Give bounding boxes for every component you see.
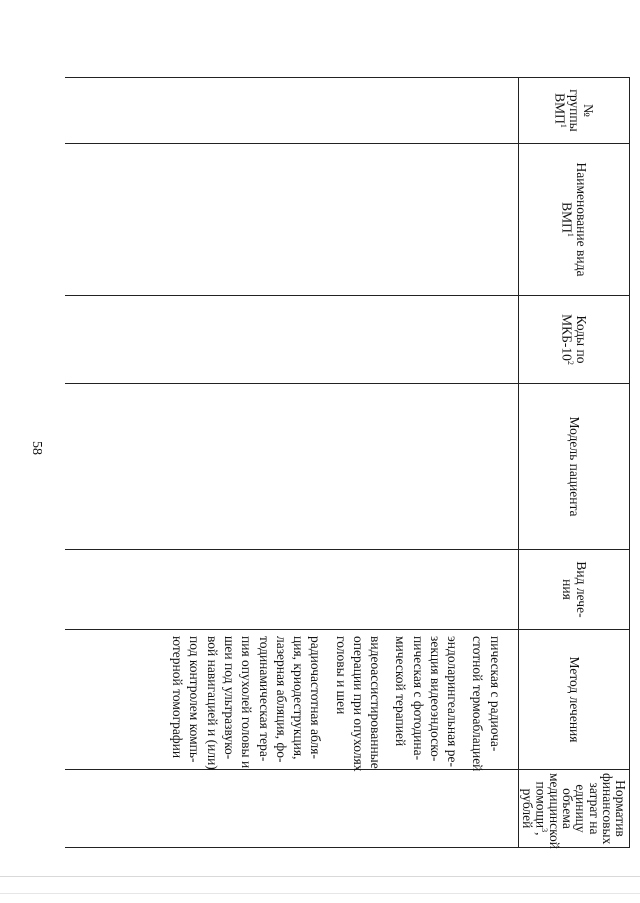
cell-group-number [65,78,519,144]
method-line: мической терапией [393,636,409,747]
vmp-table [65,77,630,848]
header-icd-codes-sup: 2 [566,360,576,365]
header-cost-norm [518,770,629,848]
method-item [332,636,384,772]
header-vmp-name-line1: Наименование вида [574,162,590,277]
header-cost-norm-comma: , [533,832,549,836]
header-treatment-method-text: Метод лечения [566,656,582,743]
header-vmp-name-line2: ВМП [559,202,575,233]
header-group-number [518,78,629,144]
scan-artifact-line [0,876,640,877]
header-icd-codes-line2: МКБ-10 [559,314,575,361]
method-line: пическая с фотодина- [410,636,426,761]
cell-icd-codes [65,296,519,384]
method-line: пия опухолей головы и [239,636,255,769]
method-line: под контролем компь- [187,636,203,763]
method-line: ютерной томографии [170,636,186,759]
method-line: эндоларингеальная ре- [445,636,461,767]
header-cost-norm-line2: финансовых [599,773,615,845]
method-item [469,636,504,772]
method-line: пическая с радиоча- [487,636,503,752]
header-treatment-method [518,630,629,770]
cell-vmp-name [65,144,519,296]
table-row [65,78,519,848]
cell-patient-model [65,384,519,550]
method-line: тодинамическая тера- [256,636,272,762]
header-cost-norm-line7: рублей [519,788,535,829]
method-line: головы и шеи [333,636,349,715]
header-group-number-line2: группы [567,89,583,132]
method-line: шеи под ультразвуко- [222,636,238,760]
header-patient-model [518,384,629,550]
cell-cost-norm [65,770,519,848]
method-line: видеоассистированные [368,636,384,769]
header-cost-norm-line6: помощи [533,781,549,829]
header-treatment-type-line2: ния [559,579,575,600]
method-line: операции при опухолях [350,636,366,772]
header-patient-model-text: Модель пациента [566,416,582,517]
header-cost-norm-line4: единицу объема [560,784,589,833]
scan-artifact-line [0,893,640,894]
header-icd-codes [518,296,629,384]
header-treatment-type-line1: Вид лече- [574,561,590,618]
method-item [169,636,324,770]
header-treatment-type [518,550,629,630]
table-header-row [518,78,629,848]
method-line: вой навигацией и (или) [204,636,220,770]
header-vmp-name [518,144,629,296]
cell-treatment-type [65,550,519,630]
header-cost-norm-line3: затрат на [586,782,602,835]
header-cost-norm-line5: медицинской [546,773,562,849]
header-vmp-name-sup: 1 [566,232,576,237]
method-line: радиочастотная абля- [308,636,324,759]
method-line: стотной термоаблацией [470,636,486,772]
header-cost-norm-sup: 3 [539,828,549,833]
landscape-table-area [85,77,630,847]
method-line: ция, криодеструкция, [291,636,307,760]
cell-treatment-method [65,630,519,770]
treatment-methods-list [169,630,518,772]
header-group-number-line3: ВМП [552,93,568,124]
header-cost-norm-line1: Норматив [613,780,628,837]
method-line: лазерная абляция, фо- [273,636,289,763]
method-line: зекция видеоэндоско- [427,636,443,762]
header-group-number-line1: № [581,104,597,117]
header-icd-codes-line1: Коды по [574,315,590,364]
method-item [392,636,461,766]
header-group-number-sup: 1 [559,123,569,128]
page-number: 58 [29,441,44,455]
